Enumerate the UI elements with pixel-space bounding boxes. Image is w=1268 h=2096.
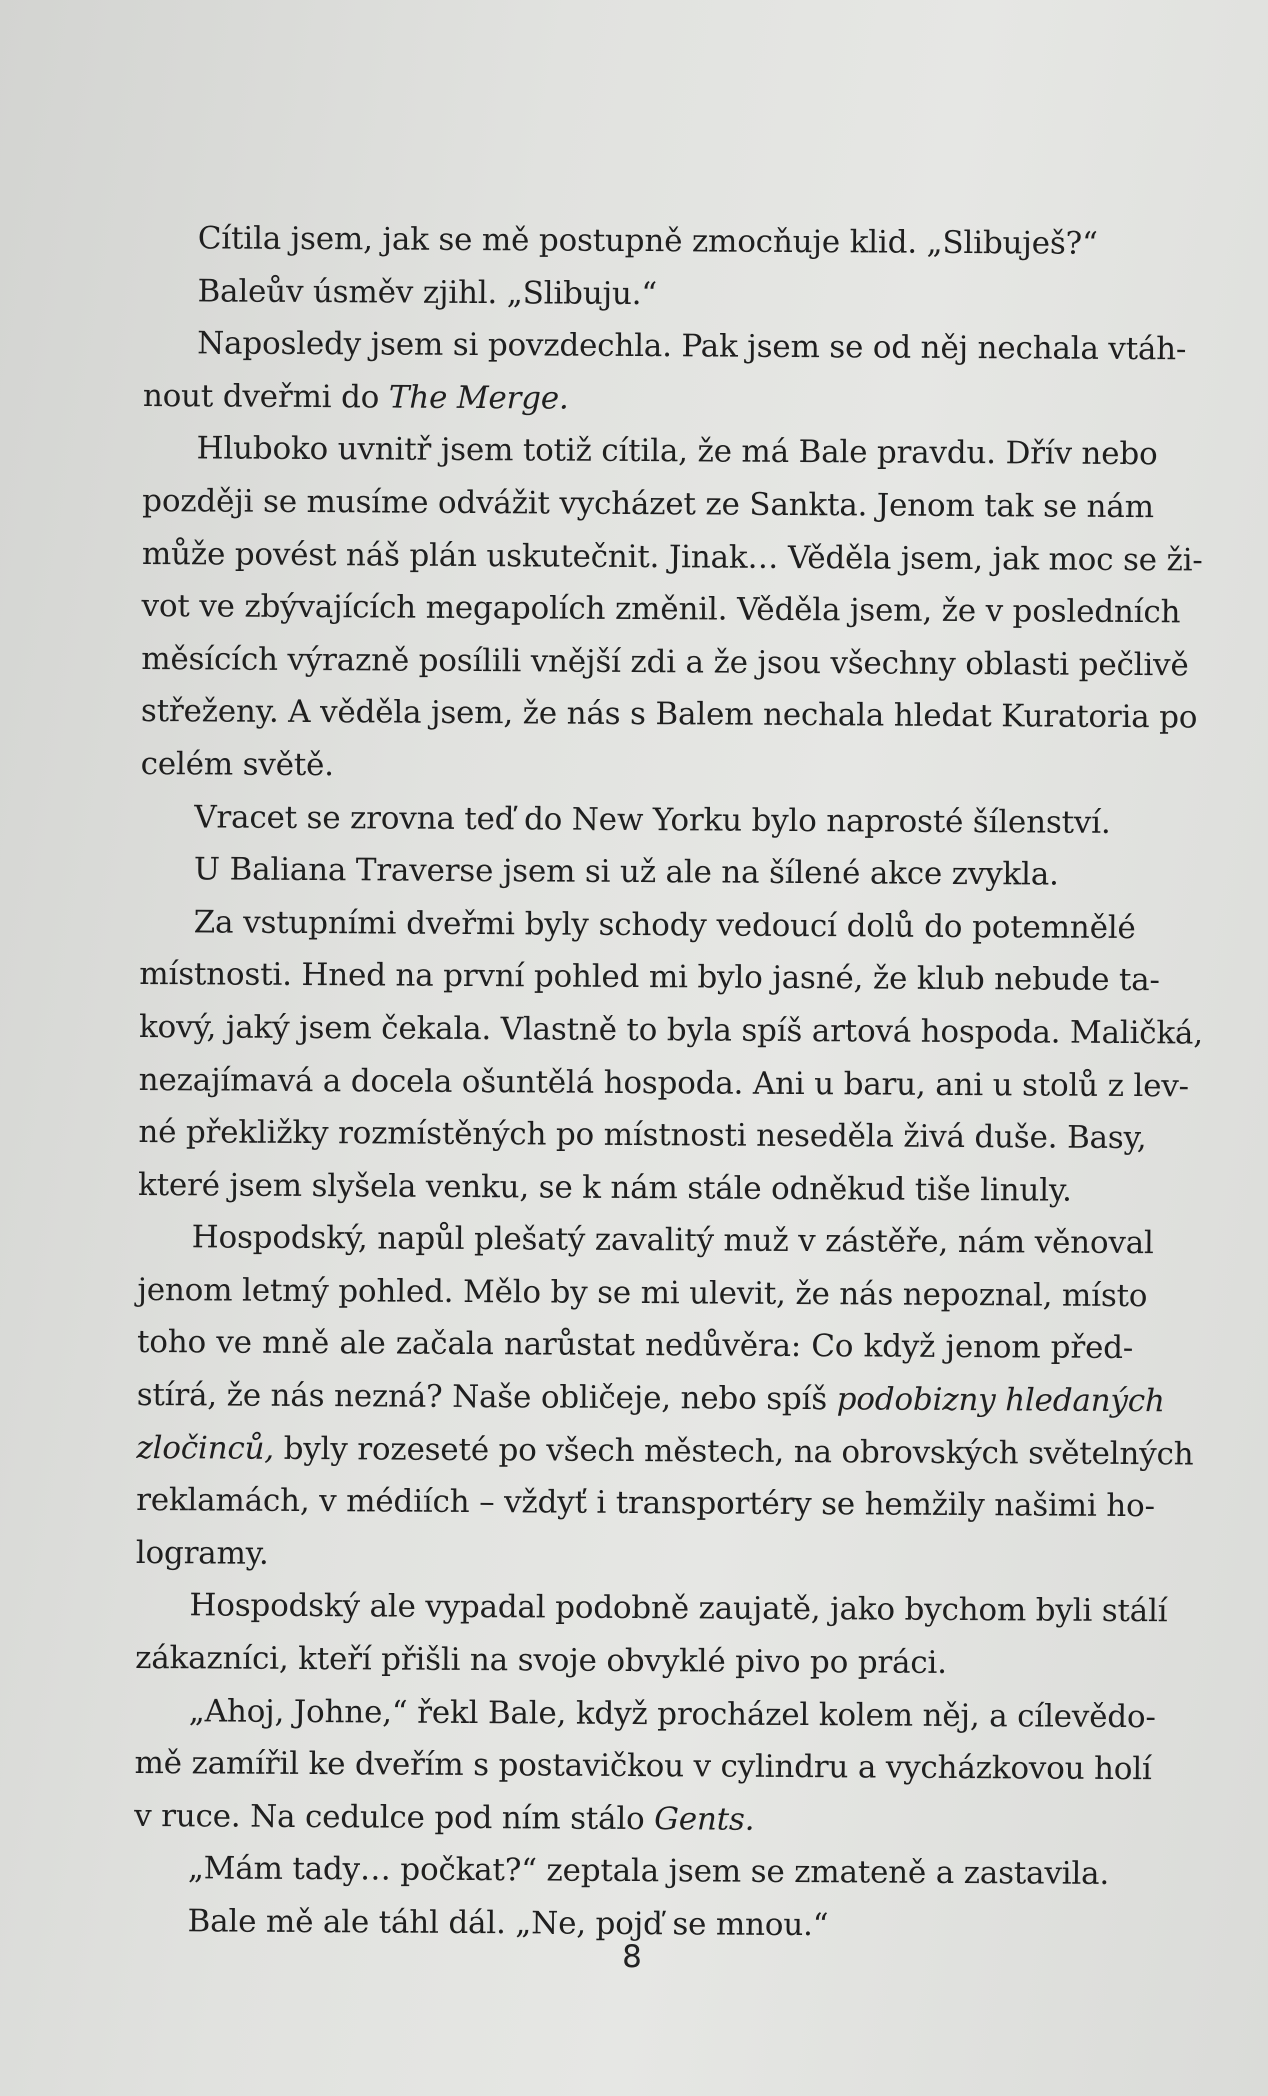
italic-phrase: zločinců, bbox=[136, 1429, 275, 1467]
text-line: Hluboko uvnitř jsem totiž cítila, že má Bale pravdu. Dřív nebo bbox=[196, 430, 1158, 473]
text-line: logramy. bbox=[135, 1534, 269, 1572]
text-line: „Ahoj, Johne,“ řekl Bale, když procházel kolem něj, a cílevědo- bbox=[188, 1692, 1156, 1735]
text-line: vot ve zbývajících megapolích změnil. Věděla jsem, že v posledních bbox=[141, 588, 1181, 631]
text-line: celém světě. bbox=[140, 745, 334, 784]
text-segment: nout dveřmi do bbox=[142, 377, 380, 416]
text-line: toho ve mně ale začala narůstat nedůvěra: Co když jenom před- bbox=[136, 1324, 1134, 1367]
page-number: 8 bbox=[622, 1939, 642, 1975]
text-line: né překližky rozmístěných po místnosti neseděla živá duše. Basy, bbox=[138, 1114, 1147, 1157]
text-line bbox=[136, 1369, 1165, 1428]
text-line: které jsem slyšela venku, se k nám stále odněkud tiše linuly. bbox=[137, 1166, 1072, 1209]
text-line: jenom letmý pohled. Mělo by se mi ulevit, že nás nepoznal, místo bbox=[137, 1271, 1148, 1315]
text-line: Vracet se zrovna teď do New Yorku bylo naprosté šílenství. bbox=[194, 798, 1111, 841]
text-line: Za vstupními dveřmi byly schody vedoucí dolů do potemnělé bbox=[193, 904, 1136, 946]
text-line: mě zamířil ke dveřím s postavičkou v cylindru a vycházkovou holí bbox=[134, 1745, 1152, 1788]
text-line: Bale mě ale táhl dál. „Ne, pojď se mnou.“ bbox=[187, 1903, 829, 1944]
text-line: místnosti. Hned na první pohled mi bylo jasné, že klub nebude ta- bbox=[139, 956, 1160, 999]
text-line: Hospodský ale vypadal podobně zaujatě, jako bychom byli stálí bbox=[189, 1587, 1168, 1630]
text-line: „Mám tady… počkat?“ zeptala jsem se zmateně a zastavila. bbox=[187, 1850, 1110, 1893]
text-line: Cítila jsem, jak se mě postupně zmocňuje klid. „Slibuješ?“ bbox=[197, 220, 1098, 262]
text-line: může povést náš plán uskutečnit. Jinak… Věděla jsem, jak moc se ži- bbox=[141, 535, 1203, 579]
italic-phrase: podobizny hledaných bbox=[836, 1381, 1165, 1420]
text-line: U Baliana Traverse jsem si už ale na šílené akce zvykla. bbox=[193, 851, 1059, 893]
text-line: střeženy. A věděla jsem, že nás s Balem nechala hledat Kuratoria po bbox=[140, 693, 1198, 736]
text-line: Naposledy jsem si povzdechla. Pak jsem se od něj nechala vtáh- bbox=[197, 325, 1187, 368]
text-line: zákazníci, kteří přišli na svoje obvyklé pivo po práci. bbox=[135, 1640, 947, 1681]
text-line: měsících výrazně posílili vnější zdi a že jsou všechny oblasti pečlivě bbox=[141, 640, 1189, 684]
text-line: kový, jaký jsem čekala. Vlastně to byla spíš artová hospoda. Maličká, bbox=[138, 1008, 1204, 1052]
text-segment: stírá, že nás nezná? Naše obličeje, nebo spíš bbox=[136, 1377, 828, 1418]
text-line bbox=[136, 1422, 1194, 1481]
text-line: později se musíme odvážit vycházet ze Sankta. Jenom tak se nám bbox=[142, 482, 1154, 526]
text-segment: v ruce. Na cedulce pod ním stálo bbox=[134, 1797, 645, 1837]
body-text bbox=[133, 212, 1204, 1954]
text-line: Hospodský, napůl plešatý zavalitý muž v zástěře, nám věnoval bbox=[191, 1219, 1154, 1262]
text-line: reklamách, v médiích – vždyť i transportéry se hemžily našimi ho- bbox=[136, 1482, 1155, 1525]
text-line bbox=[134, 1790, 1130, 1849]
text-line: nezajímavá a docela ošuntělá hospoda. Ani u baru, ani u stolů z lev- bbox=[138, 1061, 1190, 1104]
text-line bbox=[143, 370, 1139, 429]
text-line: Baleův úsměv zjihl. „Slibuju.“ bbox=[197, 272, 658, 312]
italic-sign: Gents. bbox=[654, 1800, 755, 1838]
italic-title: The Merge. bbox=[388, 379, 569, 417]
text-segment: byly rozeseté po všech městech, na obrovských světelných bbox=[283, 1430, 1194, 1473]
